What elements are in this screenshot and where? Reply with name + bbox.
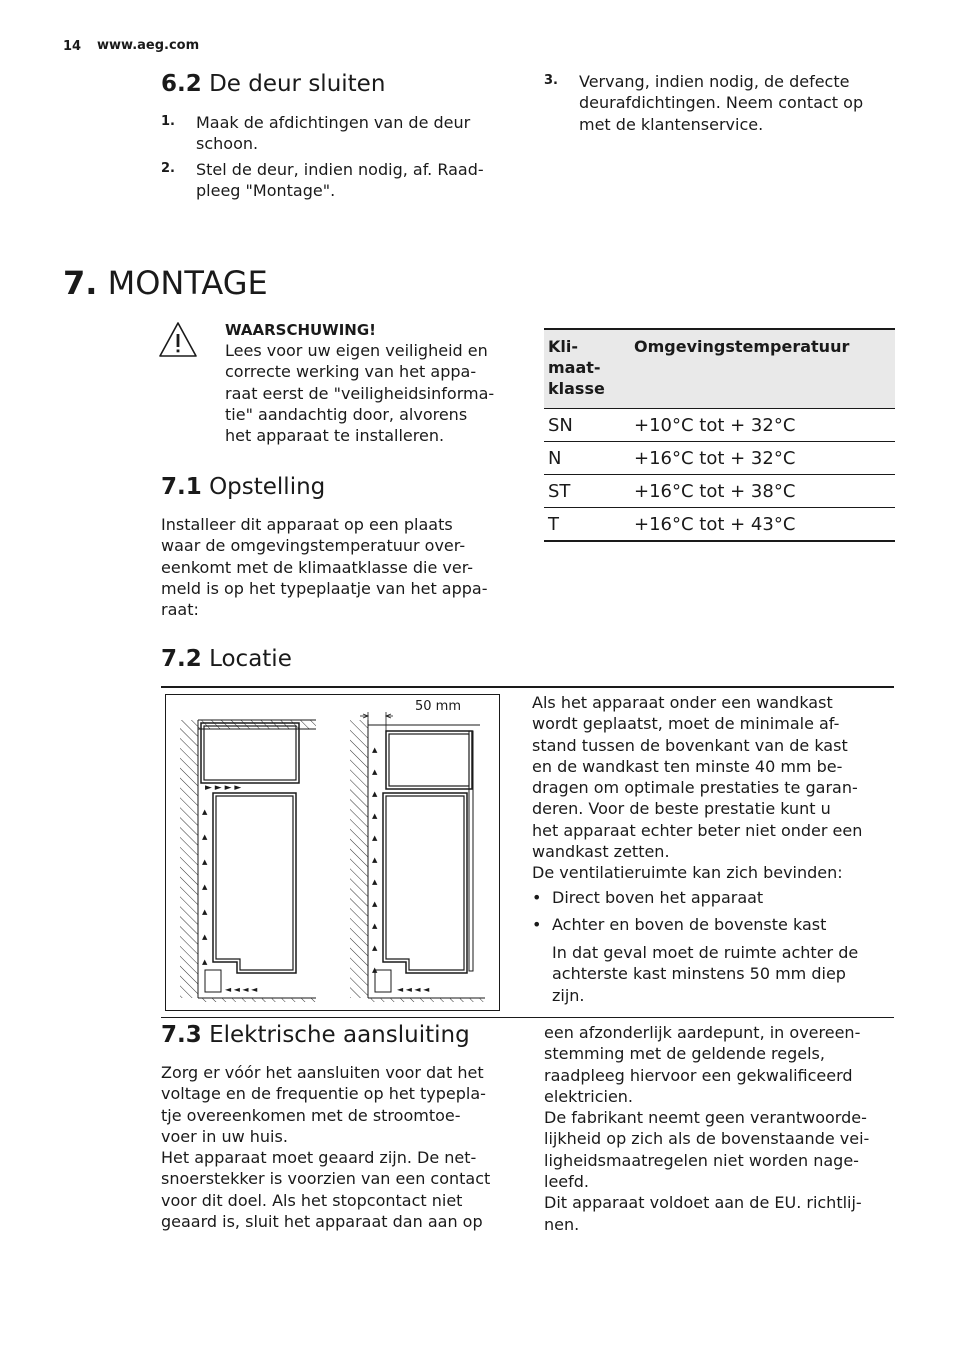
chapter-heading bbox=[63, 264, 268, 302]
step-text bbox=[579, 71, 863, 135]
text-line: Dit apparaat voldoet aan de EU. richtlij- bbox=[544, 1193, 862, 1213]
svg-text:▲: ▲ bbox=[372, 878, 378, 886]
step-number: 1. bbox=[161, 114, 175, 129]
section-7-1-heading bbox=[161, 473, 325, 501]
text-line: lijkheid op zich als de bovenstaande vei- bbox=[544, 1129, 870, 1149]
cell-class: ST bbox=[544, 475, 630, 508]
warning-box bbox=[225, 320, 525, 446]
cell-temp: +16°C tot + 38°C bbox=[630, 475, 895, 508]
warning-text bbox=[225, 340, 525, 446]
text-line: raat: bbox=[161, 600, 199, 620]
section-7-3-heading bbox=[161, 1021, 470, 1049]
text-line: Installeer dit apparaat op een plaats bbox=[161, 515, 453, 534]
svg-text:▲: ▲ bbox=[372, 966, 378, 974]
svg-text:▲: ▲ bbox=[202, 858, 208, 866]
section-title: Opstelling bbox=[209, 474, 326, 500]
text-line: zijn. bbox=[552, 985, 585, 1005]
text-line: leefd. bbox=[544, 1172, 590, 1192]
svg-text:► ► ► ►: ► ► ► ► bbox=[205, 783, 242, 793]
step-text bbox=[196, 159, 484, 202]
text-line: De fabrikant neemt geen verantwoorde- bbox=[544, 1108, 867, 1128]
text-line: wordt geplaatst, moet de minimale af- bbox=[532, 714, 840, 734]
elektrisch-text-left bbox=[161, 1062, 526, 1232]
opstelling-text bbox=[161, 514, 521, 620]
text-line: deren. Voor de beste prestatie kunt u bbox=[532, 799, 831, 819]
text-line: Stel de deur, indien nodig, af. Raad- bbox=[196, 160, 484, 179]
chapter-number: 7. bbox=[63, 264, 98, 302]
warning-title: WAARSCHUWING! bbox=[225, 321, 377, 339]
text-line: voor dit doel. Als het stopcontact niet bbox=[161, 1190, 463, 1210]
svg-text:▲: ▲ bbox=[202, 958, 208, 966]
text-line: meld is op het typeplaatje van het appa- bbox=[161, 578, 488, 598]
svg-text:▲: ▲ bbox=[372, 944, 378, 952]
bullet-text: Achter en boven de bovenste kast bbox=[552, 915, 827, 934]
step-3 bbox=[544, 71, 904, 141]
text-line: elektricien. bbox=[544, 1086, 634, 1106]
section-7-2-heading bbox=[161, 645, 292, 673]
section-title: Locatie bbox=[209, 646, 292, 672]
climate-class-table bbox=[544, 328, 895, 542]
svg-text:▲: ▲ bbox=[372, 856, 378, 864]
text-line: schoon. bbox=[196, 134, 259, 154]
step-2 bbox=[161, 159, 511, 204]
svg-text:▲: ▲ bbox=[202, 908, 208, 916]
bullet-icon: • bbox=[532, 888, 542, 907]
step-1 bbox=[161, 112, 511, 157]
section-number: 7.2 bbox=[161, 646, 202, 672]
header-climate-class bbox=[544, 329, 630, 409]
text-line: deurafdichtingen. Neem contact op bbox=[579, 93, 864, 113]
bullet-icon: • bbox=[532, 915, 542, 934]
text-line: nen. bbox=[544, 1214, 580, 1234]
text-line: ligheidsmaatregelen niet worden nage- bbox=[544, 1150, 859, 1170]
svg-text:◄ ◄ ◄ ◄: ◄ ◄ ◄ ◄ bbox=[225, 985, 258, 994]
text-line: achterste kast minstens 50 mm diep bbox=[552, 964, 846, 984]
text-line: met de klantenservice. bbox=[579, 114, 764, 134]
cell-class: T bbox=[544, 508, 630, 542]
step-number: 2. bbox=[161, 161, 175, 176]
svg-text:▲: ▲ bbox=[372, 834, 378, 842]
text-line: waar de omgevingstemperatuur over- bbox=[161, 536, 466, 556]
text-line: wandkast zetten. bbox=[532, 842, 670, 862]
svg-text:▲: ▲ bbox=[372, 768, 378, 776]
text-line: Kli- bbox=[548, 337, 579, 356]
svg-text:▲: ▲ bbox=[372, 900, 378, 908]
dimension-label: 50 mm bbox=[415, 699, 462, 714]
text-line: stemming met de geldende regels, bbox=[544, 1044, 825, 1064]
section-number: 6.2 bbox=[161, 71, 202, 97]
bullet-item bbox=[532, 887, 897, 913]
table-row bbox=[544, 442, 895, 475]
text-line: raat eerst de "veiligheidsinforma- bbox=[225, 383, 495, 403]
header-url[interactable]: www.aeg.com bbox=[97, 38, 200, 53]
svg-text:▲: ▲ bbox=[202, 883, 208, 891]
text-line: tje overeenkomen met de stroomtoe- bbox=[161, 1105, 461, 1125]
cell-temp: +10°C tot + 32°C bbox=[630, 409, 895, 442]
text-line: het apparaat echter beter niet onder een bbox=[532, 820, 863, 840]
text-line: Het apparaat moet geaard zijn. De net- bbox=[161, 1148, 477, 1168]
step-text bbox=[196, 112, 470, 155]
divider-bottom bbox=[161, 1017, 894, 1018]
text-line: maat- bbox=[548, 358, 601, 377]
svg-text:▲: ▲ bbox=[202, 933, 208, 941]
section-title: De deur sluiten bbox=[209, 71, 386, 97]
bullet-note bbox=[552, 942, 897, 1006]
section-6-2-heading bbox=[161, 70, 385, 98]
text-line: raadpleeg hiervoor een gekwalificeerd bbox=[544, 1065, 853, 1085]
text-line: Zorg er vóór het aansluiten voor dat het bbox=[161, 1063, 484, 1082]
text-line: Vervang, indien nodig, de defecte bbox=[579, 72, 850, 91]
cell-temp: +16°C tot + 32°C bbox=[630, 442, 895, 475]
table-row bbox=[544, 409, 895, 442]
locatie-text bbox=[532, 692, 897, 884]
chapter-title: MONTAGE bbox=[107, 264, 268, 302]
ventilation-diagram bbox=[165, 694, 500, 1011]
text-line: dragen om optimale prestaties te garan- bbox=[532, 778, 858, 798]
cell-class: N bbox=[544, 442, 630, 475]
text-line: een afzonderlijk aardepunt, in overeen- bbox=[544, 1023, 861, 1042]
svg-text:▲: ▲ bbox=[372, 922, 378, 930]
text-line: en de wandkast ten minste 40 mm be- bbox=[532, 756, 843, 776]
page-number: 14 bbox=[63, 39, 82, 54]
bullet-text: Direct boven het apparaat bbox=[552, 888, 764, 907]
steps-list bbox=[161, 112, 511, 212]
text-line: klasse bbox=[548, 379, 605, 398]
text-line: Lees voor uw eigen veiligheid en bbox=[225, 341, 488, 360]
text-line: voer in uw huis. bbox=[161, 1126, 288, 1146]
text-line: Als het apparaat onder een wandkast bbox=[532, 693, 833, 712]
svg-text:▲: ▲ bbox=[372, 746, 378, 754]
text-line: De ventilatieruimte kan zich bevinden: bbox=[532, 863, 843, 883]
text-line: pleeg "Montage". bbox=[196, 181, 336, 201]
divider-top bbox=[161, 686, 894, 688]
section-number: 7.1 bbox=[161, 474, 202, 500]
text-line: geaard is, sluit het apparaat dan aan op bbox=[161, 1212, 483, 1232]
text-line: stand tussen de bovenkant van de kast bbox=[532, 735, 848, 755]
table-row bbox=[544, 508, 895, 542]
elektrisch-text-right bbox=[544, 1022, 909, 1235]
text-line: eenkomt met de klimaatklasse die ver- bbox=[161, 557, 474, 577]
section-number: 7.3 bbox=[161, 1022, 202, 1048]
svg-text:◄ ◄ ◄ ◄: ◄ ◄ ◄ ◄ bbox=[397, 985, 430, 994]
table-header-row bbox=[544, 329, 895, 409]
text-line: Maak de afdichtingen van de deur bbox=[196, 113, 471, 132]
warning-icon bbox=[158, 320, 198, 360]
svg-text:▲: ▲ bbox=[202, 808, 208, 816]
table-row bbox=[544, 475, 895, 508]
text-line: tie" aandachtig door, alvorens bbox=[225, 404, 468, 424]
text-line: snoerstekker is voorzien van een contact bbox=[161, 1169, 491, 1189]
cell-temp: +16°C tot + 43°C bbox=[630, 508, 895, 542]
cell-class: SN bbox=[544, 409, 630, 442]
svg-text:▲: ▲ bbox=[202, 833, 208, 841]
text-line: het apparaat te installeren. bbox=[225, 426, 445, 446]
section-title: Elektrische aansluiting bbox=[209, 1022, 470, 1048]
svg-text:▲: ▲ bbox=[372, 812, 378, 820]
svg-text:▲: ▲ bbox=[372, 790, 378, 798]
text-line: In dat geval moet de ruimte achter de bbox=[552, 943, 859, 962]
header-ambient-temperature: Omgevingstemperatuur bbox=[630, 329, 895, 409]
text-line: voltage en de frequentie op het typepla- bbox=[161, 1084, 486, 1104]
text-line: correcte werking van het appa- bbox=[225, 362, 477, 382]
bullet-item bbox=[532, 914, 897, 940]
step-number: 3. bbox=[544, 73, 558, 88]
